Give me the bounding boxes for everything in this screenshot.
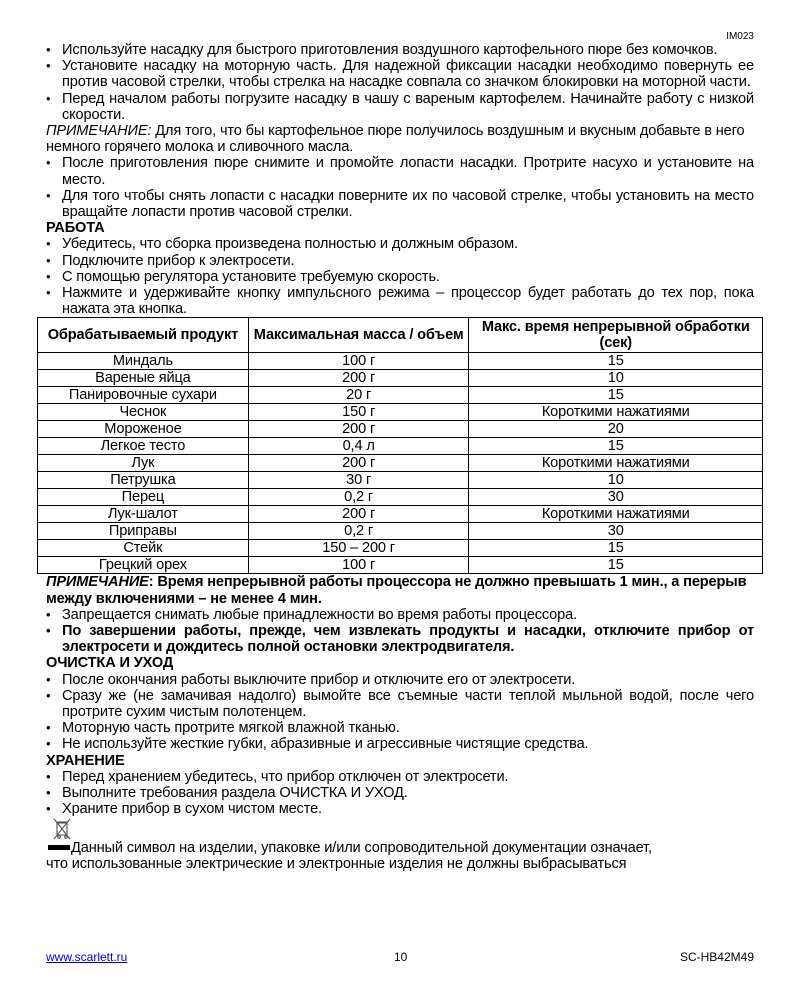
note-label: ПРИМЕЧАНИЕ — [46, 574, 149, 591]
processing-table — [37, 317, 763, 574]
note-text: : Время непрерывной работы процессора не должно превышать 1 мин., а перерыв между включениями – не менее 4 мин. — [46, 574, 747, 607]
table-row: Мороженое 200 г 20 — [38, 421, 763, 438]
note-continuous-operation — [46, 574, 754, 606]
table-row: Петрушка 30 г 10 — [38, 472, 763, 489]
table-row: Приправы 0,2 г 30 — [38, 523, 763, 540]
table-row: Стейк 150 – 200 г 15 — [38, 540, 763, 557]
website-link[interactable]: www.scarlett.ru — [46, 950, 128, 964]
table-row: Вареные яйца 200 г 10 — [38, 370, 763, 387]
table-row: Перец 0,2 г 30 — [38, 489, 763, 506]
weee-disposal-notice — [46, 818, 754, 872]
table-row: Грецкий орех 100 г 15 — [38, 557, 763, 574]
list-item: • Запрещается снимать любые принадлежности во время работы процессора. — [46, 607, 754, 623]
list-item: • Моторную часть протрите мягкой влажной тканью. — [46, 720, 754, 736]
page-code: IM023 — [726, 31, 754, 42]
list-item: • С помощью регулятора установите требуемую скорость. — [46, 269, 754, 285]
table-row: Лук-шалот 200 г Короткими нажатиями — [38, 506, 763, 523]
list-item: • После приготовления пюре снимите и промойте лопасти насадки. Протрите насухо и установите на место. — [46, 155, 754, 187]
list-item: • Для того чтобы снять лопасти с насадки поверните их по часовой стрелке, чтобы установить на место вращайте лопасти против часовой стрелки. — [46, 188, 754, 220]
list-item: • Не используйте жесткие губки, абразивные и агрессивные чистящие средства. — [46, 736, 754, 752]
note-text: Для того, что бы картофельное пюре получилось воздушным и вкусным добавьте в него немного горячего молока и сливочного масла. — [46, 123, 745, 156]
weee-text-line-1: Данный символ на изделии, упаковке и/или сопроводительной документации означает, — [71, 839, 652, 856]
column-header-product: Обрабатываемый продукт — [38, 318, 249, 353]
list-item: • После окончания работы выключите прибор и отключите его от электросети. — [46, 672, 754, 688]
list-item: • Храните прибор в сухом чистом месте. — [46, 801, 754, 817]
table-row: Чеснок 150 г Короткими нажатиями — [38, 404, 763, 421]
crossed-out-wheelie-bin-icon — [50, 818, 90, 840]
list-item-warning: • По завершении работы, прежде, чем извлекать продукты и насадки, отключите прибор от электросети и дождитесь полной остановки электродвигателя. — [46, 623, 754, 655]
table-row: Панировочные сухари 20 г 15 — [38, 387, 763, 404]
table-header-row — [38, 318, 763, 353]
section-heading-work: РАБОТА — [46, 220, 105, 237]
note-label: ПРИМЕЧАНИЕ: — [46, 123, 152, 140]
table-row: Лук 200 г Короткими нажатиями — [38, 455, 763, 472]
list-item: • Нажмите и удерживайте кнопку импульсного режима – процессор будет работать до тех пор, пока нажата эта кнопка. — [46, 285, 754, 317]
list-item: • Установите насадку на моторную часть. Для надежной фиксации насадки необходимо повернуть ее против часовой стрелки, чтобы стрелка на насадке совпала со значком блокировки на моторной части. — [46, 58, 754, 90]
weee-bar-icon — [48, 845, 70, 850]
table-row: Легкое тесто 0,4 л 15 — [38, 438, 763, 455]
document-body — [46, 42, 754, 872]
list-item: • Убедитесь, что сборка произведена полностью и должным образом. — [46, 236, 754, 252]
note-mashed-potatoes — [46, 123, 754, 155]
list-item: • Перед хранением убедитесь, что прибор отключен от электросети. — [46, 769, 754, 785]
table-row: Миндаль 100 г 15 — [38, 353, 763, 370]
column-header-max-mass: Максимальная масса / объем — [248, 318, 469, 353]
page-number: 10 — [394, 950, 408, 964]
list-item: • Перед началом работы погрузите насадку в чашу с вареным картофелем. Начинайте работу с низкой скорости. — [46, 91, 754, 123]
list-item: • Используйте насадку для быстрого приготовления воздушного картофельного пюре без комочков. — [46, 42, 754, 58]
weee-text-line-2: что использованные электрические и электронные изделия не должны выбрасываться — [46, 855, 627, 872]
section-heading-cleaning: ОЧИСТКА И УХОД — [46, 655, 174, 672]
list-item: • Подключите прибор к электросети. — [46, 253, 754, 269]
model-number: SC-HB42M49 — [679, 950, 754, 964]
column-header-max-time: Макс. время непрерывной обработки (сек) — [469, 318, 763, 353]
list-item: • Выполните требования раздела ОЧИСТКА И УХОД. — [46, 785, 754, 801]
section-heading-storage: ХРАНЕНИЕ — [46, 752, 125, 769]
list-item: • Сразу же (не замачивая надолго) вымойте все съемные части теплой мыльной водой, после чего протрите сухим чистым полотенцем. — [46, 688, 754, 720]
